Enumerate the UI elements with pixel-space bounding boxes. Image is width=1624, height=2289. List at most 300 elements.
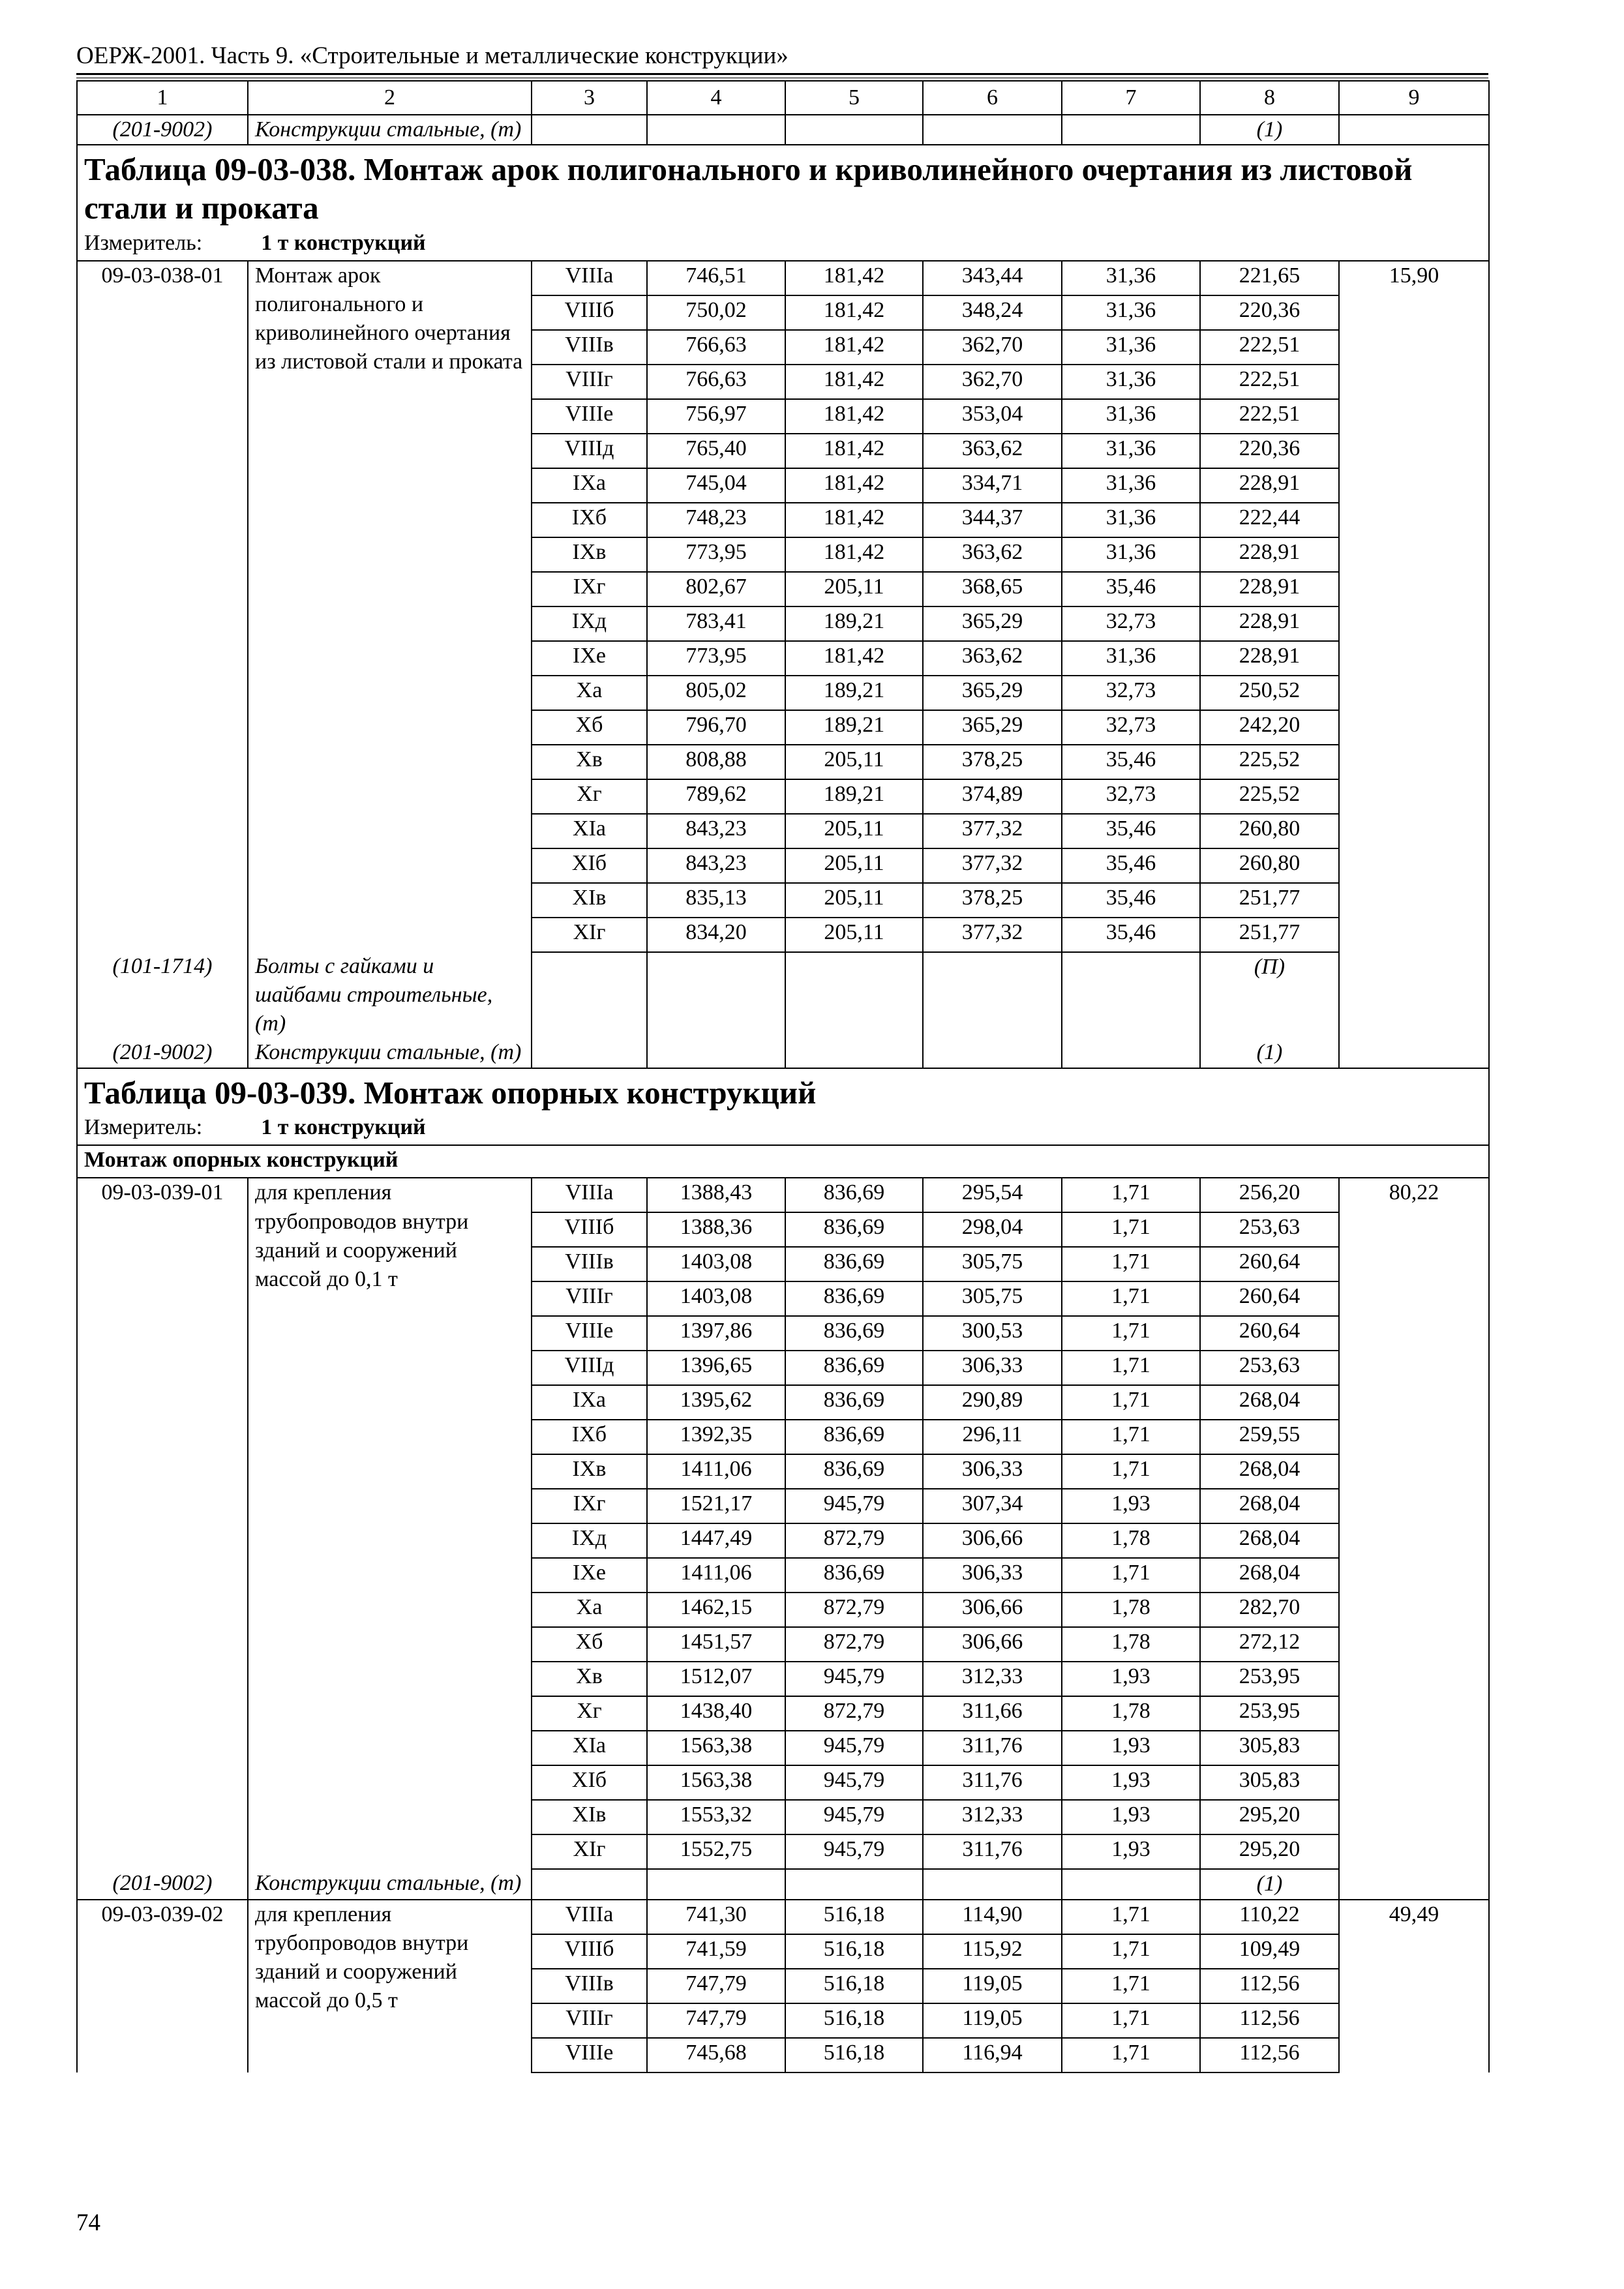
zone-cell: XIб (532, 848, 647, 883)
value-cell: 1,71 (1062, 1934, 1200, 1969)
value-cell: 31,36 (1062, 399, 1200, 434)
value-cell: 189,21 (785, 710, 923, 745)
resource-row (77, 115, 1489, 145)
value-cell: 228,91 (1200, 641, 1339, 676)
value-cell: 836,69 (785, 1281, 923, 1316)
value-cell: 1,71 (1062, 1316, 1200, 1351)
empty-cell (1062, 952, 1200, 1039)
value-cell: 109,49 (1200, 1934, 1339, 1969)
header-rule (76, 73, 1488, 75)
value-cell: 365,29 (923, 676, 1062, 710)
value-cell: 516,18 (785, 1934, 923, 1969)
column-number-row (77, 81, 1489, 115)
zone-cell: VIIIг (532, 1281, 647, 1316)
value-cell: 35,46 (1062, 814, 1200, 848)
value-cell: 836,69 (785, 1247, 923, 1281)
value-cell: 35,46 (1062, 745, 1200, 779)
value-cell: 741,30 (647, 1900, 785, 1934)
value-cell: 1,93 (1062, 1765, 1200, 1800)
measurement-label: Измеритель: (84, 230, 203, 255)
value-cell: 1,71 (1062, 1212, 1200, 1247)
value-cell: 253,95 (1200, 1662, 1339, 1696)
value-cell: 260,80 (1200, 848, 1339, 883)
value-cell: 31,36 (1062, 537, 1200, 572)
value-cell: 31,36 (1062, 365, 1200, 399)
value-cell: 1,71 (1062, 1178, 1200, 1212)
empty-cell (785, 952, 923, 1039)
value-cell: 343,44 (923, 261, 1062, 295)
value-cell: 1521,17 (647, 1489, 785, 1523)
value-cell: 259,55 (1200, 1420, 1339, 1454)
value-cell: 374,89 (923, 779, 1062, 814)
value-cell: 773,95 (647, 641, 785, 676)
resource-desc: Болты с гайками и шайбами строительные, (т) (248, 952, 532, 1039)
value-cell: 945,79 (785, 1662, 923, 1696)
zone-cell: IXв (532, 1454, 647, 1489)
zone-cell: XIб (532, 1765, 647, 1800)
value-cell: 305,83 (1200, 1765, 1339, 1800)
zone-cell: VIIIг (532, 365, 647, 399)
value-cell: 741,59 (647, 1934, 785, 1969)
value-cell: 181,42 (785, 295, 923, 330)
zone-cell: IXа (532, 1385, 647, 1420)
value-cell: 1388,43 (647, 1178, 785, 1212)
value-cell: 220,36 (1200, 434, 1339, 468)
value-cell: 260,64 (1200, 1316, 1339, 1351)
value-cell: 307,34 (923, 1489, 1062, 1523)
value-cell: 189,21 (785, 676, 923, 710)
value-cell: 516,18 (785, 1969, 923, 2003)
zone-cell: XIа (532, 814, 647, 848)
value-cell: 112,56 (1200, 2038, 1339, 2072)
value-cell: 228,91 (1200, 572, 1339, 606)
zone-cell: Xб (532, 1627, 647, 1662)
zone-cell: IXе (532, 1558, 647, 1593)
value-cell: 766,63 (647, 330, 785, 365)
value-cell: 222,51 (1200, 399, 1339, 434)
value-cell: 1,93 (1062, 1800, 1200, 1834)
value-cell: 220,36 (1200, 295, 1339, 330)
value-cell: 1,71 (1062, 1420, 1200, 1454)
zone-cell: Xв (532, 1662, 647, 1696)
value-cell: 35,46 (1062, 572, 1200, 606)
value-cell: 112,56 (1200, 2003, 1339, 2038)
value-cell: 250,52 (1200, 676, 1339, 710)
measurement-unit: 1 т конструкций (261, 1115, 426, 1140)
value-cell: 306,66 (923, 1523, 1062, 1558)
value-cell: 872,79 (785, 1696, 923, 1731)
value-cell: 222,44 (1200, 503, 1339, 537)
empty-cell (1339, 952, 1489, 1039)
value-cell: 1,93 (1062, 1731, 1200, 1765)
value-cell: 1403,08 (647, 1247, 785, 1281)
value-cell: 872,79 (785, 1627, 923, 1662)
value-cell: 181,42 (785, 434, 923, 468)
resource-value: (1) (1200, 1869, 1339, 1899)
col9-value: 15,90 (1339, 261, 1489, 952)
value-cell: 1,71 (1062, 1247, 1200, 1281)
value-cell: 268,04 (1200, 1454, 1339, 1489)
value-cell: 306,66 (923, 1627, 1062, 1662)
table-row (77, 1178, 1489, 1212)
zone-cell: VIIIе (532, 399, 647, 434)
value-cell: 268,04 (1200, 1489, 1339, 1523)
resource-desc: Конструкции стальные, (т) (248, 1869, 532, 1899)
value-cell: 834,20 (647, 918, 785, 952)
resource-row (77, 1869, 1489, 1899)
value-cell: 32,73 (1062, 606, 1200, 641)
zone-cell: XIг (532, 918, 647, 952)
value-cell: 1,71 (1062, 1969, 1200, 2003)
zone-cell: Xа (532, 676, 647, 710)
value-cell: 365,29 (923, 606, 1062, 641)
value-cell: 253,95 (1200, 1696, 1339, 1731)
column-number: 5 (785, 81, 923, 115)
table-title-row (77, 1068, 1489, 1114)
zone-cell: Xа (532, 1593, 647, 1627)
value-cell: 228,91 (1200, 468, 1339, 503)
table-title: Таблица 09-03-039. Монтаж опорных конструкций (77, 1068, 1489, 1114)
value-cell: 378,25 (923, 745, 1062, 779)
value-cell: 1552,75 (647, 1834, 785, 1869)
resource-value: (1) (1200, 1038, 1339, 1068)
zone-cell: VIIIв (532, 330, 647, 365)
value-cell: 1388,36 (647, 1212, 785, 1247)
empty-cell (1339, 1038, 1489, 1068)
entry-code: 09-03-039-01 (77, 1178, 248, 1869)
col9-value: 49,49 (1339, 1900, 1489, 2072)
value-cell: 363,62 (923, 641, 1062, 676)
value-cell: 945,79 (785, 1765, 923, 1800)
zone-cell: VIIIа (532, 1900, 647, 1934)
empty-cell (923, 1038, 1062, 1068)
value-cell: 872,79 (785, 1523, 923, 1558)
value-cell: 945,79 (785, 1834, 923, 1869)
value-cell: 1,71 (1062, 2038, 1200, 2072)
zone-cell: IXг (532, 1489, 647, 1523)
col9-value: 80,22 (1339, 1178, 1489, 1869)
column-number: 6 (923, 81, 1062, 115)
resource-value: (П) (1200, 952, 1339, 1039)
value-cell: 378,25 (923, 883, 1062, 918)
value-cell: 843,23 (647, 814, 785, 848)
value-cell: 189,21 (785, 779, 923, 814)
value-cell: 836,69 (785, 1420, 923, 1454)
measurement-cell (77, 1113, 1489, 1145)
value-cell: 305,75 (923, 1247, 1062, 1281)
resource-desc: Конструкции стальные, (т) (248, 1038, 532, 1068)
value-cell: 181,42 (785, 330, 923, 365)
value-cell: 228,91 (1200, 606, 1339, 641)
entry-desc: Монтаж арок полигонального и криволинейного очертания из листовой стали и проката (248, 261, 532, 952)
value-cell: 282,70 (1200, 1593, 1339, 1627)
value-cell: 1,71 (1062, 1900, 1200, 1934)
rates-table (76, 80, 1490, 2073)
value-cell: 377,32 (923, 918, 1062, 952)
zone-cell: VIIIб (532, 1934, 647, 1969)
value-cell: 1447,49 (647, 1523, 785, 1558)
column-number: 2 (248, 81, 532, 115)
empty-cell (647, 1869, 785, 1899)
resource-value: (1) (1200, 115, 1339, 145)
value-cell: 748,23 (647, 503, 785, 537)
value-cell: 836,69 (785, 1454, 923, 1489)
value-cell: 31,36 (1062, 330, 1200, 365)
value-cell: 32,73 (1062, 710, 1200, 745)
entry-code: 09-03-038-01 (77, 261, 248, 952)
zone-cell: VIIIд (532, 434, 647, 468)
value-cell: 268,04 (1200, 1558, 1339, 1593)
value-cell: 205,11 (785, 572, 923, 606)
value-cell: 377,32 (923, 848, 1062, 883)
value-cell: 253,63 (1200, 1212, 1339, 1247)
zone-cell: IXд (532, 606, 647, 641)
value-cell: 305,83 (1200, 1731, 1339, 1765)
zone-cell: VIIIб (532, 295, 647, 330)
value-cell: 311,66 (923, 1696, 1062, 1731)
value-cell: 268,04 (1200, 1523, 1339, 1558)
zone-cell: VIIIе (532, 1316, 647, 1351)
value-cell: 1,93 (1062, 1662, 1200, 1696)
value-cell: 1,78 (1062, 1523, 1200, 1558)
value-cell: 368,65 (923, 572, 1062, 606)
value-cell: 1,78 (1062, 1627, 1200, 1662)
column-number: 1 (77, 81, 248, 115)
zone-cell: IXа (532, 468, 647, 503)
value-cell: 306,33 (923, 1558, 1062, 1593)
value-cell: 1411,06 (647, 1454, 785, 1489)
value-cell: 836,69 (785, 1212, 923, 1247)
value-cell: 31,36 (1062, 434, 1200, 468)
value-cell: 260,64 (1200, 1247, 1339, 1281)
value-cell: 256,20 (1200, 1178, 1339, 1212)
value-cell: 1397,86 (647, 1316, 785, 1351)
value-cell: 31,36 (1062, 261, 1200, 295)
value-cell: 31,36 (1062, 503, 1200, 537)
zone-cell: Xг (532, 1696, 647, 1731)
value-cell: 296,11 (923, 1420, 1062, 1454)
page-header: ОЕРЖ-2001. Часть 9. «Строительные и металлические конструкции» (76, 42, 789, 69)
value-cell: 1,71 (1062, 1454, 1200, 1489)
value-cell: 1392,35 (647, 1420, 785, 1454)
measurement-row (77, 229, 1489, 261)
zone-cell: VIIIв (532, 1247, 647, 1281)
value-cell: 516,18 (785, 1900, 923, 1934)
value-cell: 181,42 (785, 537, 923, 572)
entry-desc: для крепления трубопроводов внутри зданий и сооружений массой до 0,1 т (248, 1178, 532, 1869)
value-cell: 1,71 (1062, 1385, 1200, 1420)
zone-cell: Xв (532, 745, 647, 779)
value-cell: 1462,15 (647, 1593, 785, 1627)
value-cell: 312,33 (923, 1800, 1062, 1834)
zone-cell: IXб (532, 1420, 647, 1454)
value-cell: 306,33 (923, 1351, 1062, 1385)
table-title: Таблица 09-03-038. Монтаж арок полигонального и криволинейного очертания из листовой стали и проката (77, 145, 1489, 229)
value-cell: 35,46 (1062, 918, 1200, 952)
value-cell: 747,79 (647, 1969, 785, 2003)
value-cell: 221,65 (1200, 261, 1339, 295)
value-cell: 836,69 (785, 1178, 923, 1212)
subheader: Монтаж опорных конструкций (77, 1145, 1489, 1178)
empty-cell (647, 1038, 785, 1068)
measurement-unit: 1 т конструкций (261, 230, 426, 255)
empty-cell (923, 1869, 1062, 1899)
value-cell: 1,71 (1062, 1351, 1200, 1385)
empty-cell (785, 1869, 923, 1899)
empty-cell (532, 1038, 647, 1068)
value-cell: 295,54 (923, 1178, 1062, 1212)
value-cell: 836,69 (785, 1558, 923, 1593)
value-cell: 348,24 (923, 295, 1062, 330)
resource-row (77, 952, 1489, 1039)
resource-row (77, 1038, 1489, 1068)
empty-cell (647, 952, 785, 1039)
value-cell: 1563,38 (647, 1731, 785, 1765)
value-cell: 344,37 (923, 503, 1062, 537)
value-cell: 251,77 (1200, 918, 1339, 952)
value-cell: 31,36 (1062, 295, 1200, 330)
zone-cell: IXг (532, 572, 647, 606)
subheader-row (77, 1145, 1489, 1178)
value-cell: 1,93 (1062, 1834, 1200, 1869)
empty-cell (532, 1869, 647, 1899)
value-cell: 205,11 (785, 883, 923, 918)
value-cell: 225,52 (1200, 745, 1339, 779)
zone-cell: XIв (532, 883, 647, 918)
value-cell: 1438,40 (647, 1696, 785, 1731)
value-cell: 181,42 (785, 365, 923, 399)
value-cell: 746,51 (647, 261, 785, 295)
value-cell: 35,46 (1062, 883, 1200, 918)
value-cell: 362,70 (923, 365, 1062, 399)
zone-cell: VIIIа (532, 261, 647, 295)
resource-code: (201-9002) (77, 115, 248, 145)
value-cell: 35,46 (1062, 848, 1200, 883)
value-cell: 808,88 (647, 745, 785, 779)
value-cell: 205,11 (785, 918, 923, 952)
value-cell: 181,42 (785, 468, 923, 503)
value-cell: 110,22 (1200, 1900, 1339, 1934)
resource-code: (201-9002) (77, 1869, 248, 1899)
value-cell: 32,73 (1062, 779, 1200, 814)
value-cell: 251,77 (1200, 883, 1339, 918)
value-cell: 765,40 (647, 434, 785, 468)
table-row (77, 1900, 1489, 1934)
value-cell: 114,90 (923, 1900, 1062, 1934)
empty-cell (1062, 1869, 1200, 1899)
value-cell: 363,62 (923, 434, 1062, 468)
value-cell: 119,05 (923, 2003, 1062, 2038)
empty-cell (1062, 1038, 1200, 1068)
value-cell: 363,62 (923, 537, 1062, 572)
value-cell: 260,80 (1200, 814, 1339, 848)
value-cell: 306,66 (923, 1593, 1062, 1627)
value-cell: 181,42 (785, 261, 923, 295)
value-cell: 836,69 (785, 1316, 923, 1351)
value-cell: 242,20 (1200, 710, 1339, 745)
resource-code: (201-9002) (77, 1038, 248, 1068)
column-number: 4 (647, 81, 785, 115)
value-cell: 945,79 (785, 1731, 923, 1765)
value-cell: 181,42 (785, 641, 923, 676)
value-cell: 945,79 (785, 1489, 923, 1523)
value-cell: 1,93 (1062, 1489, 1200, 1523)
value-cell: 756,97 (647, 399, 785, 434)
zone-cell: VIIIа (532, 1178, 647, 1212)
value-cell: 516,18 (785, 2003, 923, 2038)
value-cell: 311,76 (923, 1765, 1062, 1800)
zone-cell: Xб (532, 710, 647, 745)
value-cell: 334,71 (923, 468, 1062, 503)
empty-cell (1339, 1869, 1489, 1899)
zone-cell: IXд (532, 1523, 647, 1558)
value-cell: 225,52 (1200, 779, 1339, 814)
value-cell: 312,33 (923, 1662, 1062, 1696)
table-row (77, 261, 1489, 295)
value-cell: 945,79 (785, 1800, 923, 1834)
value-cell: 783,41 (647, 606, 785, 641)
value-cell: 747,79 (647, 2003, 785, 2038)
zone-cell: Xг (532, 779, 647, 814)
value-cell: 516,18 (785, 2038, 923, 2072)
value-cell: 789,62 (647, 779, 785, 814)
value-cell: 112,56 (1200, 1969, 1339, 2003)
value-cell: 836,69 (785, 1385, 923, 1420)
value-cell: 116,94 (923, 2038, 1062, 2072)
value-cell: 1,71 (1062, 1558, 1200, 1593)
zone-cell: IXб (532, 503, 647, 537)
value-cell: 181,42 (785, 503, 923, 537)
value-cell: 115,92 (923, 1934, 1062, 1969)
value-cell: 298,04 (923, 1212, 1062, 1247)
measurement-label: Измеритель: (84, 1115, 203, 1140)
value-cell: 295,20 (1200, 1834, 1339, 1869)
value-cell: 31,36 (1062, 468, 1200, 503)
value-cell: 305,75 (923, 1281, 1062, 1316)
column-number: 9 (1339, 81, 1489, 115)
empty-cell (923, 952, 1062, 1039)
value-cell: 300,53 (923, 1316, 1062, 1351)
empty-cell (532, 952, 647, 1039)
value-cell: 205,11 (785, 814, 923, 848)
value-cell: 872,79 (785, 1593, 923, 1627)
value-cell: 1451,57 (647, 1627, 785, 1662)
value-cell: 745,04 (647, 468, 785, 503)
zone-cell: VIIIд (532, 1351, 647, 1385)
value-cell: 306,33 (923, 1454, 1062, 1489)
value-cell: 835,13 (647, 883, 785, 918)
value-cell: 745,68 (647, 2038, 785, 2072)
value-cell: 31,36 (1062, 641, 1200, 676)
value-cell: 268,04 (1200, 1385, 1339, 1420)
column-number: 8 (1200, 81, 1339, 115)
value-cell: 222,51 (1200, 330, 1339, 365)
value-cell: 805,02 (647, 676, 785, 710)
value-cell: 181,42 (785, 399, 923, 434)
value-cell: 1411,06 (647, 1558, 785, 1593)
column-number: 7 (1062, 81, 1200, 115)
value-cell: 1403,08 (647, 1281, 785, 1316)
value-cell: 1512,07 (647, 1662, 785, 1696)
value-cell: 1,71 (1062, 1281, 1200, 1316)
value-cell: 843,23 (647, 848, 785, 883)
value-cell: 189,21 (785, 606, 923, 641)
value-cell: 311,76 (923, 1731, 1062, 1765)
value-cell: 750,02 (647, 295, 785, 330)
zone-cell: XIг (532, 1834, 647, 1869)
value-cell: 796,70 (647, 710, 785, 745)
value-cell: 272,12 (1200, 1627, 1339, 1662)
